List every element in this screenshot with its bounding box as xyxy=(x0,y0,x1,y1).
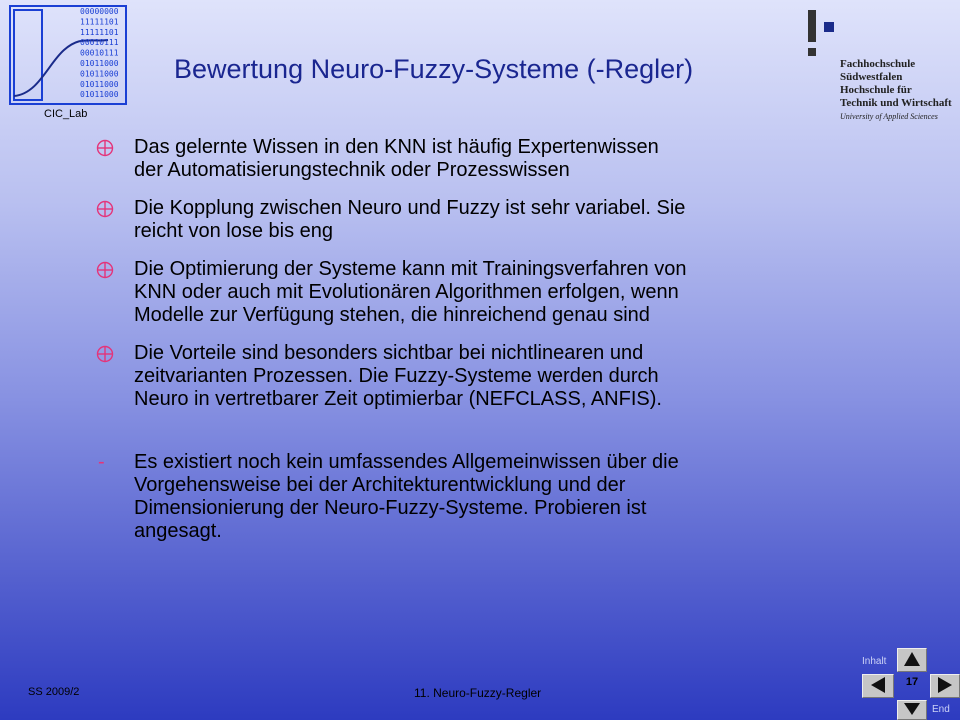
next-slide-button[interactable] xyxy=(930,674,960,698)
exclamation-logo-icon xyxy=(800,8,840,58)
bullet-text-line: Modelle zur Verfügung stehen, die hinreichend genau sind xyxy=(134,304,650,326)
binary-row-text: 01011000 xyxy=(80,59,119,68)
arrow-up-icon xyxy=(902,649,922,669)
bullet-list xyxy=(94,136,884,558)
binary-row-text: 01011000 xyxy=(80,79,119,89)
arrow-right-icon xyxy=(935,675,955,695)
bullet-text-line: reicht von lose bis eng xyxy=(134,220,334,242)
binary-row-text: 11111101 xyxy=(80,27,119,37)
plus-circle-icon xyxy=(96,345,114,363)
bullet-text-line: Dimensionierung der Neuro-Fuzzy-Systeme. Probieren ist xyxy=(134,497,647,519)
binary-row-text: 01011000 xyxy=(80,90,119,100)
bullet-positive-3 xyxy=(94,258,884,327)
institution-line-4: Technik und Wirtschaft xyxy=(840,97,952,109)
cic-lab-label: CIC_Lab xyxy=(44,108,88,120)
binary-row-text: 00010111 xyxy=(80,48,119,58)
bullet-positive-2 xyxy=(94,197,884,243)
binary-row-text: 00010111 xyxy=(80,38,119,48)
binary-row-text: 01011000 xyxy=(80,69,119,79)
footer-chapter: 11. Neuro-Fuzzy-Regler xyxy=(414,686,542,700)
bullet-text-line: Vorgehensweise bei der Architekturentwicklung und der xyxy=(134,474,626,496)
cic-lab-logo xyxy=(8,4,132,120)
bullet-text-line: Die Vorteile sind besonders sichtbar bei nichtlinearen und xyxy=(134,342,644,364)
minus-marker: - xyxy=(98,451,105,473)
bullet-text-line: KNN oder auch mit Evolutionären Algorithmen erfolgen, wenn xyxy=(134,281,679,303)
bullet-text-line: Die Kopplung zwischen Neuro und Fuzzy ist sehr variabel. Sie xyxy=(134,197,686,219)
bullet-text-line: Neuro in vertretbarer Zeit optimierbar (NEFCLASS, ANFIS). xyxy=(134,388,662,410)
cic-lab-logo-graphic xyxy=(8,4,132,108)
bullet-negative xyxy=(94,451,884,543)
bullet-text-line: Es existiert noch kein umfassendes Allgemeinwissen über die xyxy=(134,451,679,473)
bullet-text-line: Die Optimierung der Systeme kann mit Trainingsverfahren von xyxy=(134,258,687,280)
bullet-text-line: zeitvarianten Prozessen. Die Fuzzy-Systeme werden durch xyxy=(134,365,659,387)
slide-title: Bewertung Neuro-Fuzzy-Systeme (-Regler) xyxy=(174,54,694,84)
binary-row-text: 00000000 xyxy=(80,7,119,16)
page-number: 17 xyxy=(905,676,919,688)
previous-slide-button[interactable] xyxy=(862,674,894,698)
bullet-text-line: der Automatisierungstechnik oder Prozesswissen xyxy=(134,159,570,181)
end-label: End xyxy=(932,704,950,715)
institution-name xyxy=(840,58,952,123)
inhalt-label: Inhalt xyxy=(862,656,887,667)
institution-line-2: Südwestfalen xyxy=(840,71,903,83)
bullet-positive-4 xyxy=(94,342,884,411)
plus-circle-icon xyxy=(96,200,114,218)
arrow-left-icon xyxy=(868,675,888,695)
inhalt-button[interactable] xyxy=(897,648,927,672)
institution-tagline: University of Applied Sciences xyxy=(840,112,938,121)
plus-circle-icon xyxy=(96,139,114,157)
institution-line-1: Fachhochschule xyxy=(840,58,916,70)
bullet-text-line: Das gelernte Wissen in den KNN ist häufig Expertenwissen xyxy=(134,136,659,158)
bullet-positive-1 xyxy=(94,136,884,182)
binary-row-text: 11111101 xyxy=(80,17,119,27)
arrow-down-icon xyxy=(903,701,921,717)
footer-semester: SS 2009/2 xyxy=(28,686,80,698)
end-button[interactable] xyxy=(897,700,927,720)
institution-line-3: Hochschule für xyxy=(840,84,912,96)
bullet-text-line: angesagt. xyxy=(134,520,222,542)
plus-circle-icon xyxy=(96,261,114,279)
